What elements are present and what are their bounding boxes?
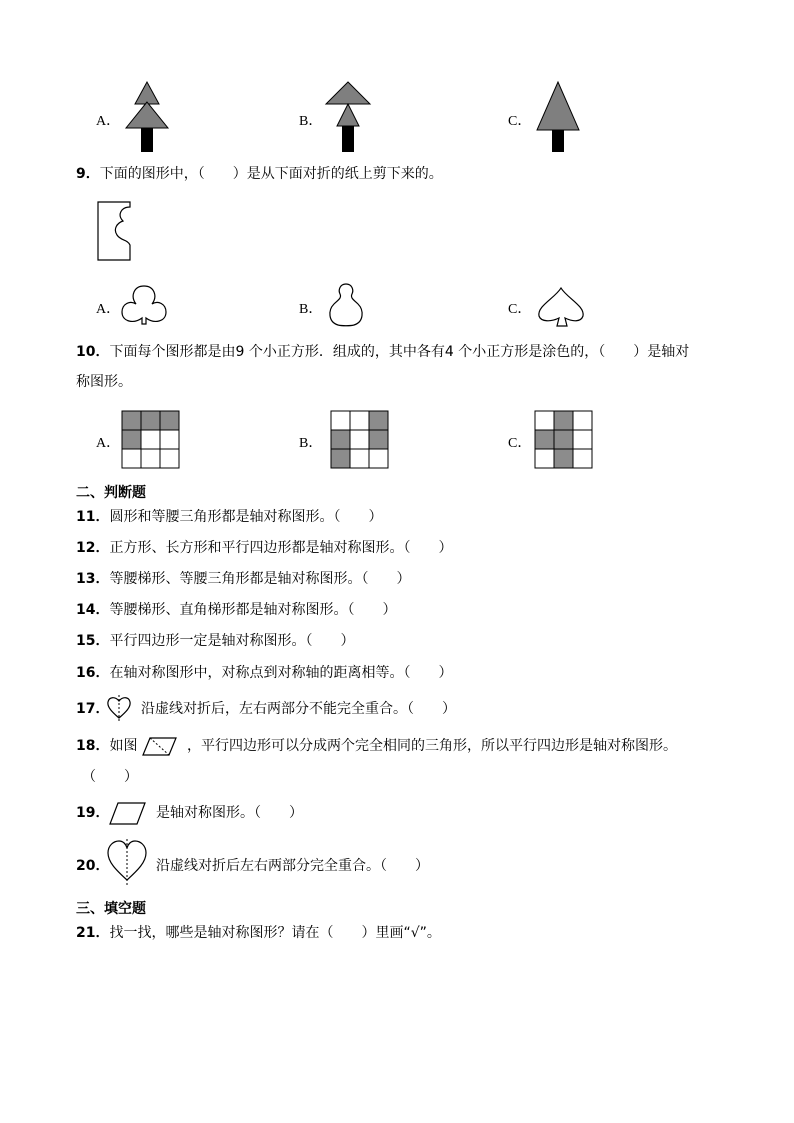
q14-question: 14．等腰梯形、直角梯形都是轴对称图形。（ ） <box>76 602 397 618</box>
tree-c-figure <box>536 82 582 154</box>
grid-c-figure <box>534 410 594 470</box>
gourd-shape-icon <box>326 282 366 328</box>
section-2-title: 二、判断题 <box>76 485 146 501</box>
q19-text: 是轴对称图形。（ ） <box>156 805 303 821</box>
spade-shape-icon <box>537 286 587 328</box>
q11-question: 11．圆形和等腰三角形都是轴对称图形。（ ） <box>76 509 383 525</box>
q19-num: 19． <box>76 805 110 821</box>
q9-option-c-label: C． <box>508 302 532 317</box>
q8-option-c-label: C． <box>508 114 532 129</box>
q9-question: 9．下面的图形中，（ ）是从下面对折的纸上剪下来的。 <box>76 166 443 182</box>
q21-question: 21．找一找，哪些是轴对称图形？请在（ ）里画“√”。 <box>76 925 441 941</box>
q10-option-b-label: B． <box>299 436 323 451</box>
section-3-title: 三、填空题 <box>76 901 146 917</box>
q9-option-b-label: B． <box>299 302 323 317</box>
q15-question: 15．平行四边形一定是轴对称图形。（ ） <box>76 633 355 649</box>
q17-num: 17． <box>76 701 110 717</box>
parallelogram-diagonal-icon <box>142 737 178 757</box>
dashed-heart-icon <box>106 694 132 722</box>
tree-b-figure <box>326 82 372 154</box>
clover-shape-icon <box>120 284 170 328</box>
q8-option-b-label: B． <box>299 114 323 129</box>
q9-option-a-label: A． <box>96 302 121 317</box>
grid-b-figure <box>330 410 390 470</box>
heart-dashed-axis-icon <box>106 838 148 886</box>
q18-question: 18．如图 <box>76 738 138 754</box>
q10-option-a-label: A． <box>96 436 121 451</box>
grid-a-figure <box>121 410 181 470</box>
q20-num: 20． <box>76 858 110 874</box>
q18-answer-bracket: （ ） <box>82 769 138 785</box>
q12-question: 12．正方形、长方形和平行四边形都是轴对称图形。（ ） <box>76 540 453 556</box>
q10-question-line2: 称图形。 <box>76 374 132 390</box>
q13-question: 13．等腰梯形、等腰三角形都是轴对称图形。（ ） <box>76 571 411 587</box>
parallelogram-icon <box>109 802 147 826</box>
tree-a-figure <box>124 82 170 154</box>
q18-text: ，平行四边形可以分成两个完全相同的三角形，所以平行四边形是轴对称图形。 <box>187 738 677 754</box>
q16-question: 16．在轴对称图形中，对称点到对称轴的距离相等。（ ） <box>76 665 453 681</box>
q10-question-line1: 10．下面每个图形都是由9 个小正方形．组成的，其中各有4 个小正方形是涂色的，（ ）是轴对 <box>76 344 690 360</box>
q17-text: 沿虚线对折后，左右两部分不能完全重合。（ ） <box>141 701 456 717</box>
q10-option-c-label: C． <box>508 436 532 451</box>
q8-option-a-label: A． <box>96 114 121 129</box>
q20-text: 沿虚线对折后左右两部分完全重合。（ ） <box>156 858 429 874</box>
folded-paper-figure <box>97 201 137 263</box>
